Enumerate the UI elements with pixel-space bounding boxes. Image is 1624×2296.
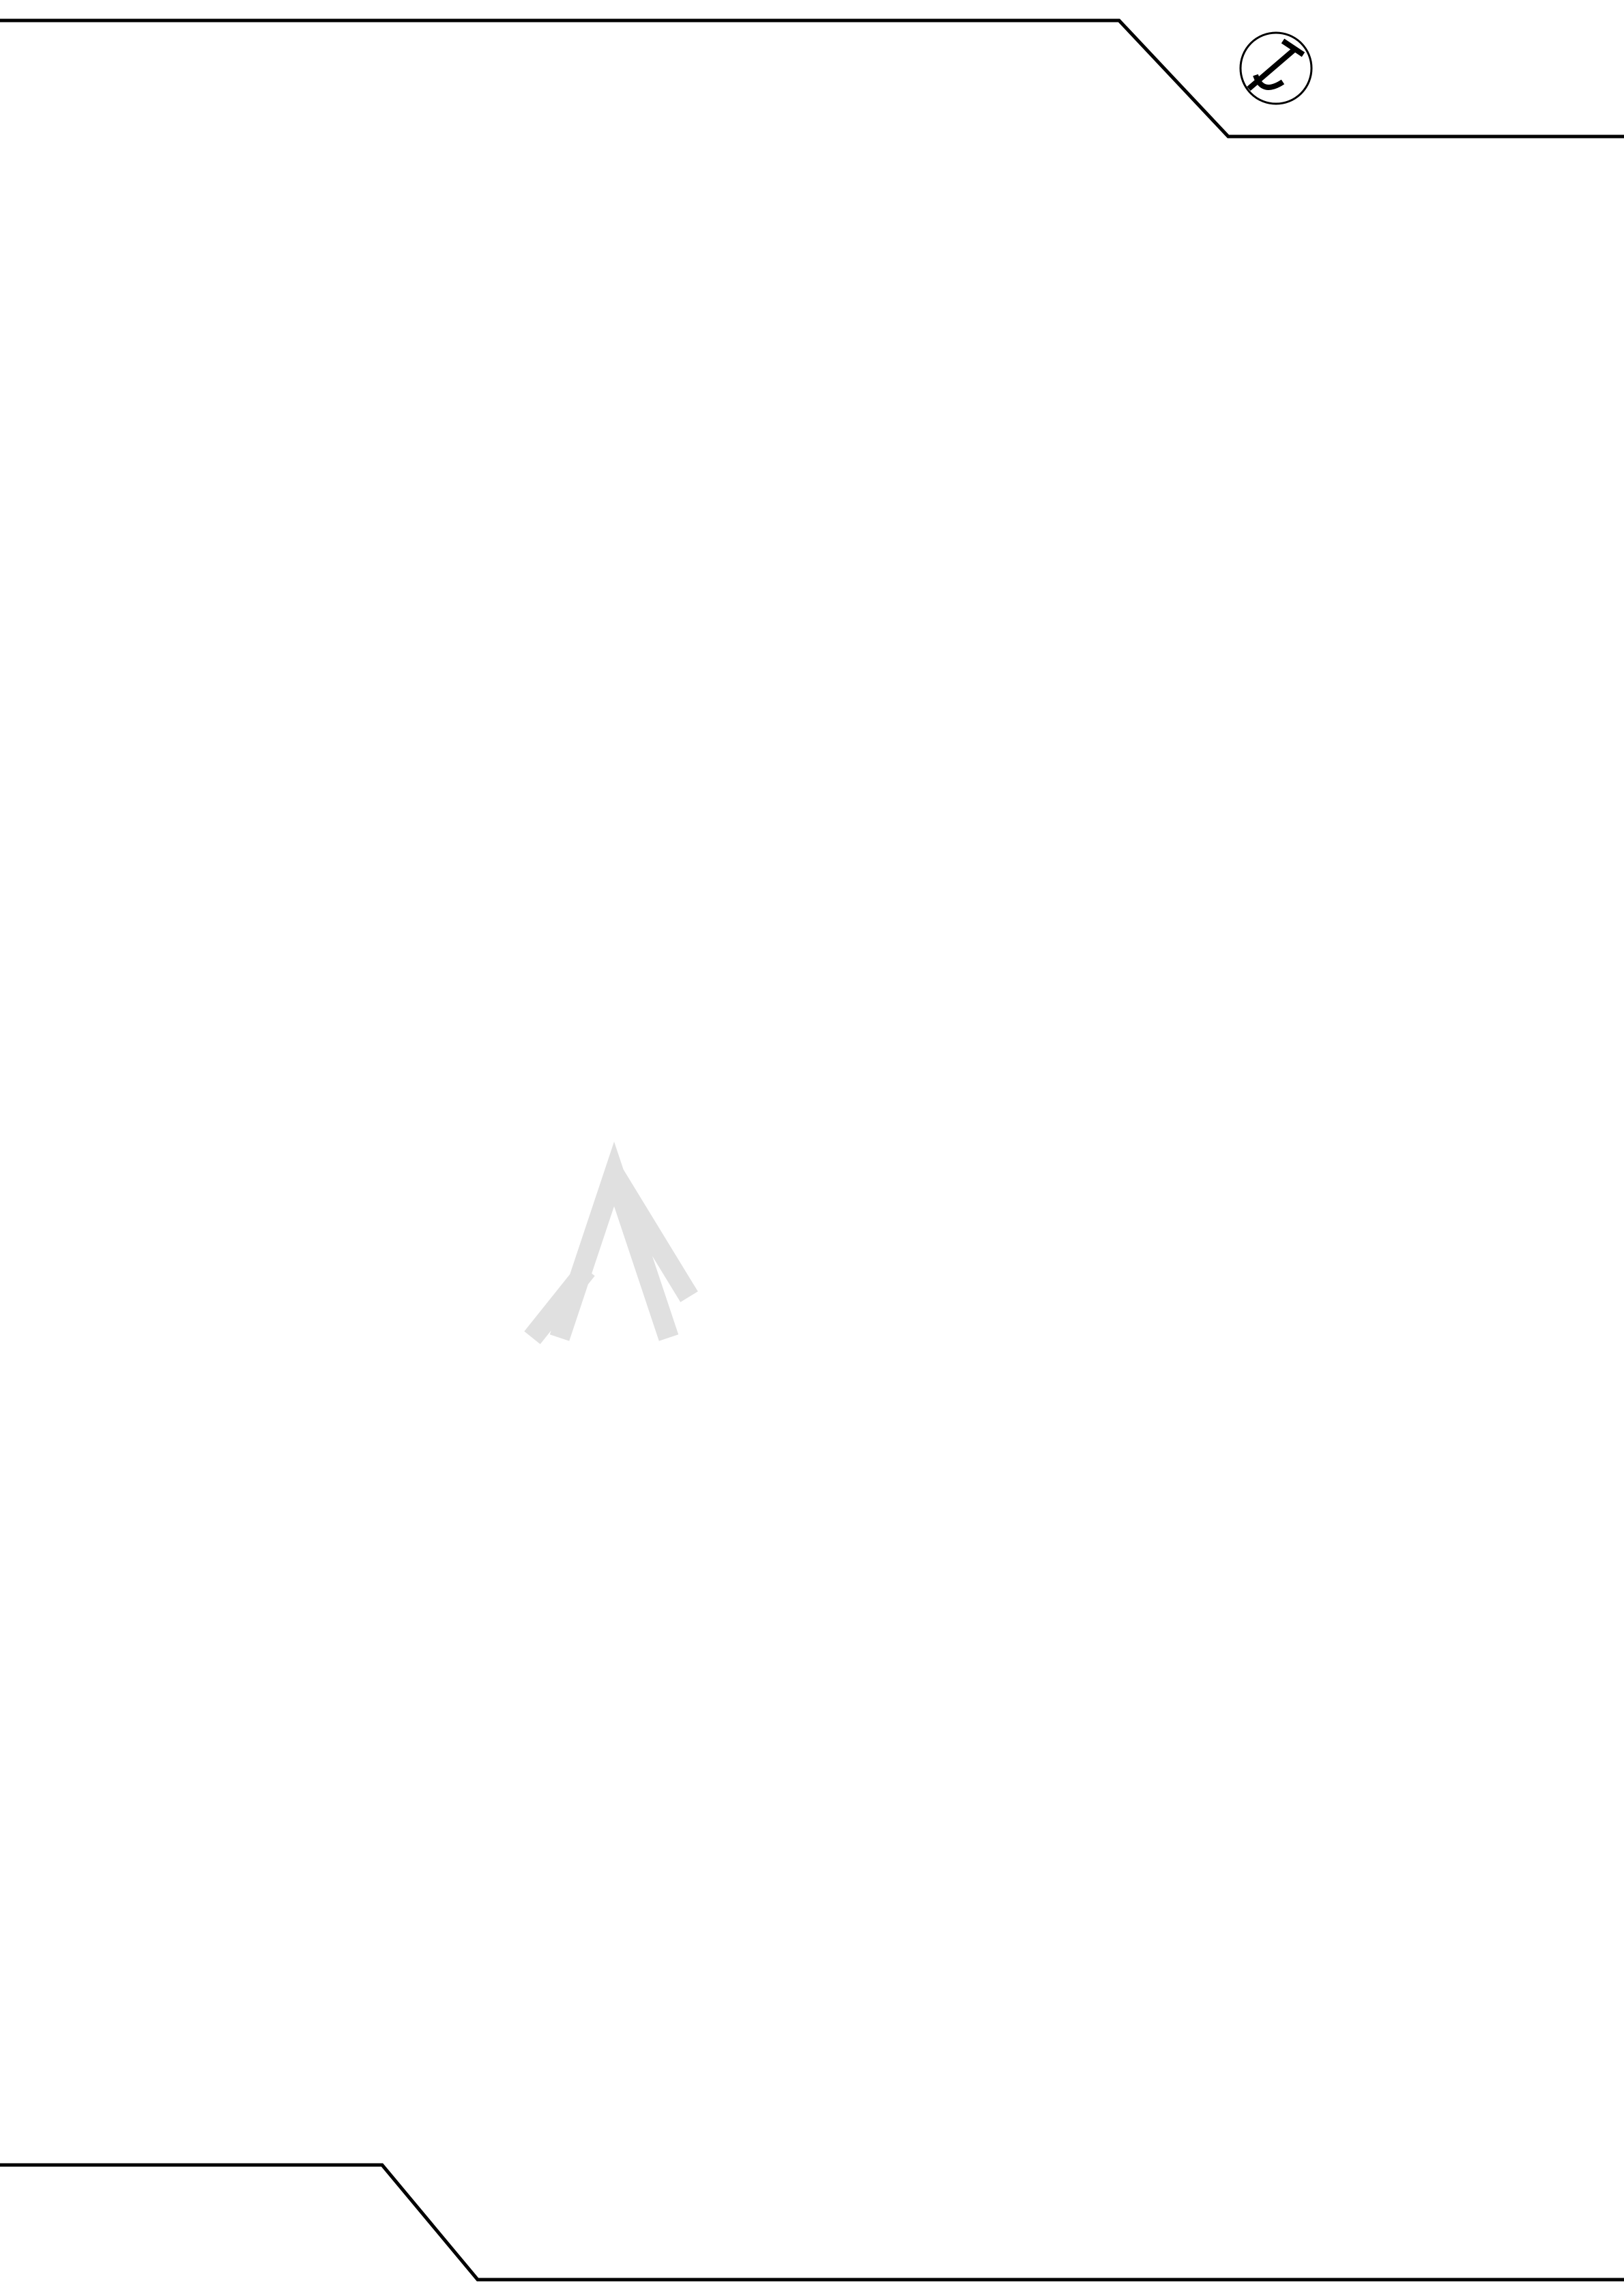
footer-frame [0, 2165, 1624, 2280]
footer-brand [96, 2174, 396, 2177]
tips-section [136, 1717, 1433, 1733]
watermark-logo [532, 1174, 689, 1338]
header-promo [1221, 41, 1604, 123]
